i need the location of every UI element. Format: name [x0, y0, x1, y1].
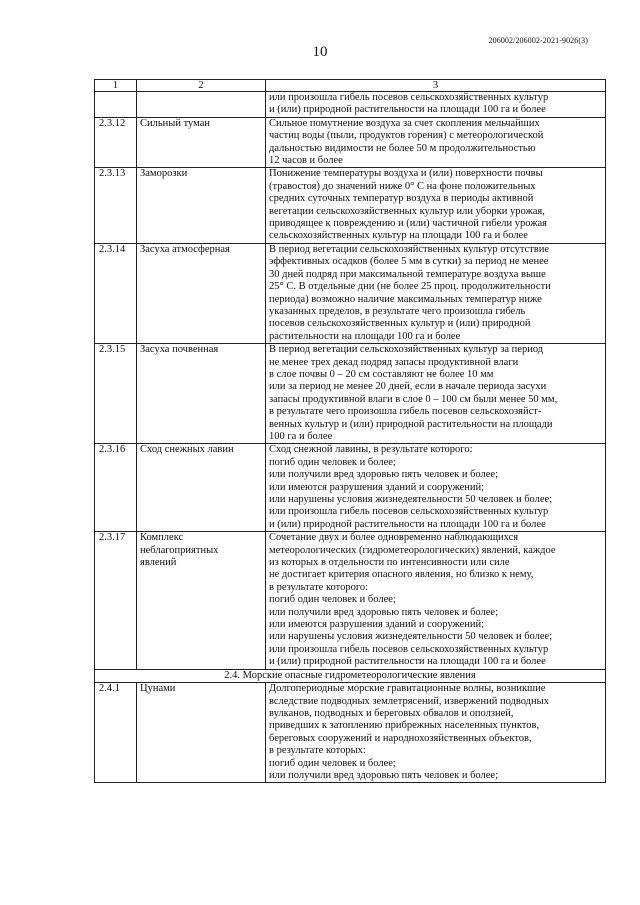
- row-number-cell: 2.3.14: [95, 243, 137, 343]
- text-line: Засуха атмосферная: [140, 243, 230, 255]
- text-line: вегетации сельскохозяйственных культур или уборки урожая,: [269, 205, 545, 217]
- text-line: посевов сельскохозяйственных культур и (или) природной: [269, 318, 531, 330]
- table-row: [95, 532, 606, 669]
- text-line: Заморозки: [140, 168, 188, 180]
- row-number-cell: 2.3.12: [95, 117, 137, 168]
- hazard-table: [94, 79, 606, 783]
- text-line: Сход снежных лавин: [140, 444, 234, 456]
- row-number-cell: 2.4.1: [95, 683, 137, 783]
- text-line: погиб один человек и более;: [269, 594, 396, 606]
- text-line: (травостоя) до значений ниже 0° С на фоне положительных: [269, 180, 536, 192]
- row-description-cell: [266, 444, 606, 532]
- text-line: растительности на площади 100 га и более: [269, 330, 461, 342]
- text-line: приведших к затоплению прибрежных населенных пунктов,: [269, 720, 540, 732]
- text-line: эффективных осадков (более 5 мм в сутки) за период не менее: [269, 256, 549, 268]
- row-name-cell: [137, 243, 266, 343]
- text-line: частиц воды (пыли, продуктов горения) с метеорологической: [269, 130, 544, 142]
- text-line: запасы продуктивной влаги в слое 0 – 100 см были менее 50 мм,: [269, 393, 558, 405]
- section-title: 2.4. Морские опасные гидрометеорологические явления: [95, 669, 606, 682]
- text-line: или за период не менее 20 дней, если в начале периода засухи: [269, 381, 547, 393]
- text-line: или получили вред здоровью пять человек и более;: [269, 606, 499, 618]
- row-number-cell: 2.3.15: [95, 344, 137, 444]
- text-line: неблагоприятных: [140, 544, 219, 556]
- text-line: венных культур и (или) природной растительности на площади: [269, 418, 553, 430]
- column-header-2: 2: [137, 80, 266, 92]
- text-line: погиб один человек и более;: [269, 456, 396, 468]
- section-row: [95, 669, 606, 682]
- table-header-row: [95, 80, 606, 92]
- text-line: или получили вред здоровью пять человек и более;: [269, 769, 499, 781]
- text-line: и (или) природной растительности на площади 100 га и более: [269, 104, 546, 116]
- text-line: сельскохозяйственных культур на площади 100 га и более: [269, 230, 528, 242]
- text-line: не достигает критерия опасного явления, но близко к нему,: [269, 569, 534, 581]
- text-line: Сильное помутнение воздуха за счет скопления мельчайших: [269, 117, 540, 129]
- text-line: метеорологических (гидрометеорологических) явлений, каждое: [269, 544, 556, 556]
- row-description-cell: [266, 168, 606, 243]
- row-name-cell: [137, 532, 266, 669]
- text-line: Комплекс: [140, 532, 184, 544]
- text-line: Сход снежной лавины, в результате которого:: [269, 444, 473, 456]
- row-name-cell: [137, 344, 266, 444]
- row-name-cell: [137, 683, 266, 783]
- page-number: 10: [312, 44, 328, 60]
- text-line: дальностью видимости не более 50 м продолжительностью: [269, 142, 536, 154]
- text-line: или имеются разрушения зданий и сооружений;: [269, 481, 485, 493]
- text-line: или получили вред здоровью пять человек и более;: [269, 469, 499, 481]
- text-line: не менее трех декад подряд запасы продуктивной влаги: [269, 356, 519, 368]
- row-number-cell: [95, 92, 137, 118]
- table-row: [95, 168, 606, 243]
- text-line: Засуха почвенная: [140, 344, 219, 356]
- text-line: погиб один человек и более;: [269, 757, 396, 769]
- row-number-cell: 2.3.13: [95, 168, 137, 243]
- row-name-cell: [137, 92, 266, 118]
- text-line: В период вегетации сельскохозяйственных культур за период: [269, 344, 544, 356]
- table-row: [95, 243, 606, 343]
- text-line: 30 дней подряд при максимальной температуре воздуха выше: [269, 268, 546, 280]
- text-line: средних суточных температур воздуха в периоды активной: [269, 193, 534, 205]
- text-line: или имеются разрушения зданий и сооружений;: [269, 619, 485, 631]
- table-row: [95, 92, 606, 118]
- text-line: вулканов, подводных и береговых обвалов и оползней,: [269, 707, 514, 719]
- text-line: явлений: [140, 557, 177, 569]
- text-line: из которых в отдельности по интенсивности или силе: [269, 557, 510, 569]
- text-line: вследствие подводных землетрясений, извержений подводных: [269, 695, 549, 707]
- text-line: Сильный туман: [140, 117, 210, 129]
- text-line: Цунами: [140, 683, 176, 695]
- text-line: приводящее к повреждению и (или) частичной гибели урожая: [269, 218, 548, 230]
- text-line: 12 часов и более: [269, 155, 343, 167]
- row-name-cell: [137, 117, 266, 168]
- text-line: или произошла гибель посевов сельскохозяйственных культур: [269, 506, 549, 518]
- text-line: указанных пределов, в результате чего произошла гибель: [269, 305, 526, 317]
- text-line: или произошла гибель посевов сельскохозяйственных культур: [269, 92, 549, 103]
- row-description-cell: [266, 243, 606, 343]
- row-description-cell: [266, 683, 606, 783]
- text-line: в результате которых:: [269, 745, 366, 757]
- text-line: или нарушены условия жизнедеятельности 50 человек и более;: [269, 494, 553, 505]
- text-line: периода) возможно наличие максимальных температур ниже: [269, 293, 542, 305]
- row-description-cell: [266, 92, 606, 118]
- text-line: и (или) природной растительности на площади 100 га и более: [269, 518, 546, 530]
- table-row: [95, 117, 606, 168]
- text-line: В период вегетации сельскохозяйственных культур отсутствие: [269, 243, 550, 255]
- table-row: [95, 444, 606, 532]
- row-description-cell: [266, 117, 606, 168]
- text-line: и (или) природной растительности на площади 100 га и более: [269, 656, 546, 668]
- table-row: [95, 344, 606, 444]
- text-line: береговых сооружений и народнохозяйственных объектов,: [269, 732, 532, 744]
- row-description-cell: [266, 532, 606, 669]
- text-line: в результате чего произошла гибель посевов сельскохозяйст-: [269, 406, 542, 418]
- text-line: Сочетание двух и более одновременно наблюдающихся: [269, 532, 519, 544]
- column-header-3: 3: [266, 80, 606, 92]
- document-number: 206002/206002-2021-9026(3): [488, 36, 588, 45]
- column-header-1: 1: [95, 80, 137, 92]
- row-name-cell: [137, 168, 266, 243]
- text-line: 25° С. В отдельные дни (не более 25 проц. продолжительности: [269, 281, 551, 293]
- table-row: [95, 683, 606, 783]
- text-line: или нарушены условия жизнедеятельности 50 человек и более;: [269, 631, 553, 643]
- text-line: 100 га и более: [269, 430, 333, 442]
- text-line: или произошла гибель посевов сельскохозяйственных культур: [269, 643, 549, 655]
- row-description-cell: [266, 344, 606, 444]
- text-line: в слое почвы 0 – 20 см составляют не более 10 мм: [269, 368, 494, 380]
- row-number-cell: 2.3.17: [95, 532, 137, 669]
- row-name-cell: [137, 444, 266, 532]
- row-number-cell: 2.3.16: [95, 444, 137, 532]
- text-line: Долгопериодные морские гравитационные волны, возникшие: [269, 683, 546, 695]
- text-line: Понижение температуры воздуха и (или) поверхности почвы: [269, 168, 543, 180]
- text-line: в результате которого:: [269, 581, 369, 593]
